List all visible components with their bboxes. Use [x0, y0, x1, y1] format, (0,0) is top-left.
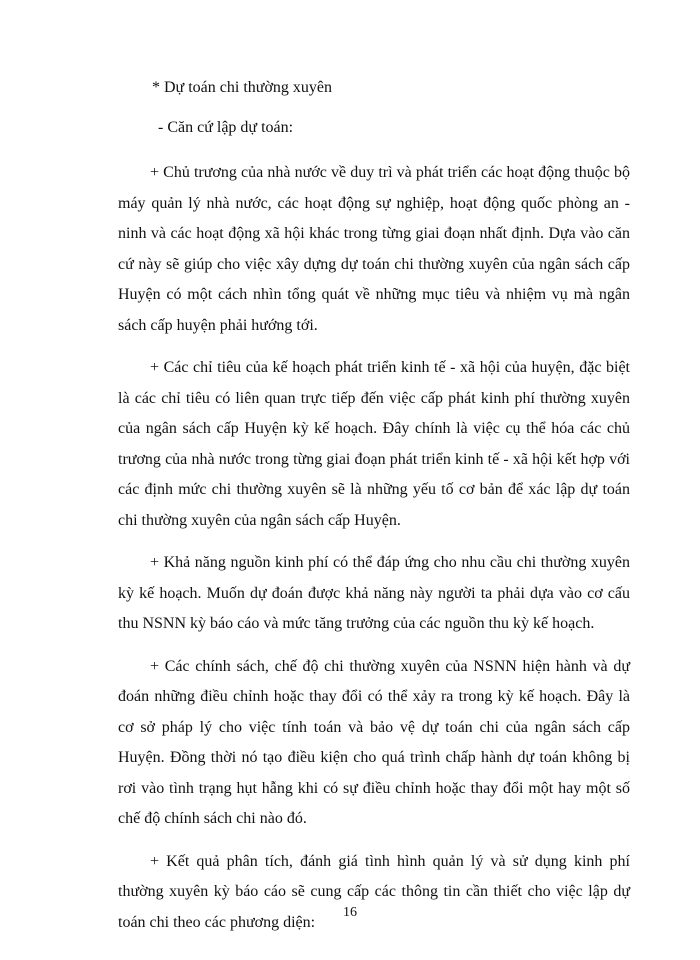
section-subheading: - Căn cứ lập dự toán: — [158, 119, 294, 136]
paragraph-regulations: + Các chính sách, chế độ chi thường xuyên của NSNN hiện hành và dự đoán những điều chỉnh hoặc thay đổi có thể xảy ra trong kỳ kế hoạch. Đây là cơ sở pháp lý cho việc tính toán và bảo vệ dự toán chi của ngân sách cấp Huyện. Đồng thời nó tạo điều kiện cho quá trình chấp hành dự toán không bị rơi vào tình trạng hụt hẫng khi có sự điều chỉnh hoặc thay đổi một hay một số chế độ chính sách chi nào đó. — [118, 657, 630, 827]
paragraph-targets: + Các chỉ tiêu của kế hoạch phát triển kinh tế - xã hội của huyện, đặc biệt là các chỉ tiêu có liên quan trực tiếp đến việc cấp phát kinh phí thường xuyên của ngân sách cấp Huyện kỳ kế hoạch. Đây chính là việc cụ thể hóa các chủ trương của nhà nước trong từng giai đoạn phát triển kinh tế - xã hội kết hợp với các định mức chi thường xuyên sẽ là những yếu tố cơ bản để xác lập dự toán chi thường xuyên của ngân sách cấp Huyện. — [118, 359, 630, 529]
paragraph-policy: + Chủ trương của nhà nước về duy trì và phát triển các hoạt động thuộc bộ máy quản lý nhà nước, các hoạt động sự nghiệp, hoạt động quốc phòng an - ninh và các hoạt động xã hội khác trong từng giai đoạn nhất định. Dựa vào căn cứ này sẽ giúp cho việc xây dựng dự toán chi thường xuyên của ngân sách cấp Huyện có một cách nhìn tổng quát về những mục tiêu và nhiệm vụ mà ngân sách cấp huyện phải hướng tới. — [118, 164, 630, 334]
page-number: 16 — [343, 905, 357, 920]
document-body — [118, 78, 630, 950]
paragraph-funding-capacity: + Khả năng nguồn kinh phí có thể đáp ứng cho nhu cầu chi thường xuyên kỳ kế hoạch. Muốn dự đoán được khả năng này người ta phải dựa vào cơ cấu thu NSNN kỳ báo cáo và mức tăng trưởng của các nguồn thu kỳ kế hoạch. — [118, 554, 630, 632]
section-heading: * Dự toán chi thường xuyên — [152, 79, 332, 96]
paragraph-analysis-results: + Kết quả phân tích, đánh giá tình hình quản lý và sử dụng kinh phí thường xuyên kỳ báo cáo sẽ cung cấp các thông tin cần thiết cho việc lập dự toán chi theo các phương diện: — [118, 852, 630, 931]
